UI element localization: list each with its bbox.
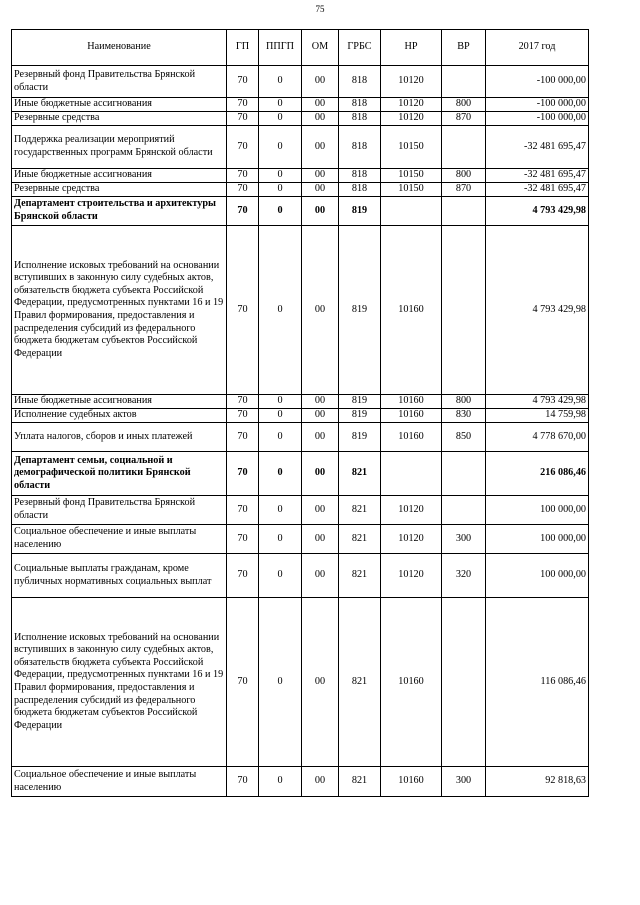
cell-gp: 70 <box>227 423 259 452</box>
cell-amount: -100 000,00 <box>486 112 589 126</box>
cell-name: Социальные выплаты гражданам, кроме публичных нормативных социальных выплат <box>12 554 227 598</box>
cell-name: Резервный фонд Правительства Брянской области <box>12 66 227 98</box>
cell-gp: 70 <box>227 767 259 797</box>
cell-nr: 10120 <box>381 554 442 598</box>
cell-amount: 92 818,63 <box>486 767 589 797</box>
cell-om: 00 <box>302 554 339 598</box>
cell-grbs: 818 <box>339 66 381 98</box>
cell-name: Исполнение судебных актов <box>12 409 227 423</box>
column-header-year: 2017 год <box>486 30 589 66</box>
table-row <box>12 452 589 496</box>
cell-amount: 100 000,00 <box>486 525 589 554</box>
table-row <box>12 226 589 395</box>
cell-ppgp: 0 <box>259 525 302 554</box>
cell-name: Иные бюджетные ассигнования <box>12 169 227 183</box>
cell-ppgp: 0 <box>259 496 302 525</box>
table-row <box>12 423 589 452</box>
cell-om: 00 <box>302 226 339 395</box>
cell-name: Резервные средства <box>12 112 227 126</box>
cell-gp: 70 <box>227 452 259 496</box>
cell-nr: 10160 <box>381 423 442 452</box>
cell-gp: 70 <box>227 66 259 98</box>
table-row <box>12 496 589 525</box>
table-row <box>12 197 589 226</box>
cell-nr: 10150 <box>381 169 442 183</box>
cell-ppgp: 0 <box>259 409 302 423</box>
cell-nr: 10160 <box>381 409 442 423</box>
budget-table <box>11 29 589 797</box>
cell-name: Иные бюджетные ассигнования <box>12 395 227 409</box>
cell-nr: 10120 <box>381 98 442 112</box>
cell-amount: -100 000,00 <box>486 98 589 112</box>
table-row <box>12 66 589 98</box>
page-number: 75 <box>315 4 325 14</box>
cell-vr <box>442 197 486 226</box>
cell-amount: 100 000,00 <box>486 496 589 525</box>
cell-ppgp: 0 <box>259 66 302 98</box>
cell-ppgp: 0 <box>259 423 302 452</box>
cell-vr: 870 <box>442 183 486 197</box>
cell-name: Социальное обеспечение и иные выплаты населению <box>12 767 227 797</box>
cell-vr <box>442 496 486 525</box>
table-row <box>12 169 589 183</box>
cell-ppgp: 0 <box>259 395 302 409</box>
cell-ppgp: 0 <box>259 112 302 126</box>
cell-amount: 4 793 429,98 <box>486 395 589 409</box>
cell-om: 00 <box>302 98 339 112</box>
cell-amount: 4 793 429,98 <box>486 226 589 395</box>
cell-gp: 70 <box>227 197 259 226</box>
cell-vr: 320 <box>442 554 486 598</box>
table-row <box>12 554 589 598</box>
column-header-ppgp: ППГП <box>259 30 302 66</box>
cell-grbs: 821 <box>339 767 381 797</box>
cell-ppgp: 0 <box>259 598 302 767</box>
cell-ppgp: 0 <box>259 197 302 226</box>
cell-name: Уплата налогов, сборов и иных платежей <box>12 423 227 452</box>
cell-grbs: 818 <box>339 126 381 169</box>
cell-om: 00 <box>302 767 339 797</box>
header-row <box>12 30 589 66</box>
table-row <box>12 112 589 126</box>
cell-om: 00 <box>302 197 339 226</box>
cell-grbs: 821 <box>339 554 381 598</box>
cell-nr: 10160 <box>381 226 442 395</box>
cell-amount: 116 086,46 <box>486 598 589 767</box>
cell-vr: 800 <box>442 98 486 112</box>
cell-om: 00 <box>302 395 339 409</box>
cell-om: 00 <box>302 169 339 183</box>
cell-vr <box>442 598 486 767</box>
cell-amount: 4 793 429,98 <box>486 197 589 226</box>
cell-amount: -32 481 695,47 <box>486 183 589 197</box>
cell-nr <box>381 197 442 226</box>
cell-nr: 10120 <box>381 112 442 126</box>
cell-grbs: 821 <box>339 525 381 554</box>
cell-ppgp: 0 <box>259 554 302 598</box>
table-row <box>12 98 589 112</box>
cell-om: 00 <box>302 126 339 169</box>
cell-ppgp: 0 <box>259 226 302 395</box>
cell-nr: 10150 <box>381 126 442 169</box>
cell-name: Исполнение исковых требований на основании вступивших в законную силу судебных актов, обязательств бюджета субъекта Российской Федерации, предусмотренных пунктами 16 и 19 Правил формирования, предоставления и распределения субсидий из федерального бюджета бюджетам субъектов Российской Федерации <box>12 226 227 395</box>
table-row <box>12 767 589 797</box>
cell-om: 00 <box>302 112 339 126</box>
column-header-vr: ВР <box>442 30 486 66</box>
cell-om: 00 <box>302 423 339 452</box>
cell-vr: 300 <box>442 767 486 797</box>
cell-nr: 10160 <box>381 767 442 797</box>
cell-gp: 70 <box>227 409 259 423</box>
cell-name: Социальное обеспечение и иные выплаты населению <box>12 525 227 554</box>
cell-amount: 4 778 670,00 <box>486 423 589 452</box>
table-row <box>12 598 589 767</box>
cell-gp: 70 <box>227 112 259 126</box>
cell-vr: 300 <box>442 525 486 554</box>
cell-name: Резервные средства <box>12 183 227 197</box>
cell-vr: 850 <box>442 423 486 452</box>
cell-vr <box>442 226 486 395</box>
cell-nr: 10150 <box>381 183 442 197</box>
cell-grbs: 819 <box>339 423 381 452</box>
cell-gp: 70 <box>227 169 259 183</box>
cell-grbs: 819 <box>339 226 381 395</box>
column-header-nr: НР <box>381 30 442 66</box>
cell-vr <box>442 66 486 98</box>
cell-vr: 800 <box>442 395 486 409</box>
cell-om: 00 <box>302 409 339 423</box>
cell-ppgp: 0 <box>259 169 302 183</box>
cell-om: 00 <box>302 66 339 98</box>
cell-gp: 70 <box>227 226 259 395</box>
cell-gp: 70 <box>227 183 259 197</box>
cell-name: Иные бюджетные ассигнования <box>12 98 227 112</box>
column-header-om: ОМ <box>302 30 339 66</box>
cell-name: Поддержка реализации мероприятий государственных программ Брянской области <box>12 126 227 169</box>
cell-gp: 70 <box>227 554 259 598</box>
cell-om: 00 <box>302 598 339 767</box>
cell-grbs: 819 <box>339 395 381 409</box>
cell-ppgp: 0 <box>259 98 302 112</box>
cell-grbs: 821 <box>339 598 381 767</box>
cell-amount: -32 481 695,47 <box>486 126 589 169</box>
table-row <box>12 395 589 409</box>
column-header-grbs: ГРБС <box>339 30 381 66</box>
cell-vr: 800 <box>442 169 486 183</box>
cell-amount: 100 000,00 <box>486 554 589 598</box>
table-row <box>12 126 589 169</box>
cell-vr <box>442 126 486 169</box>
cell-grbs: 819 <box>339 197 381 226</box>
cell-nr: 10120 <box>381 66 442 98</box>
cell-om: 00 <box>302 183 339 197</box>
cell-om: 00 <box>302 452 339 496</box>
cell-ppgp: 0 <box>259 183 302 197</box>
cell-gp: 70 <box>227 98 259 112</box>
table-row <box>12 525 589 554</box>
column-header-gp: ГП <box>227 30 259 66</box>
cell-nr: 10120 <box>381 525 442 554</box>
table-body <box>12 66 589 797</box>
cell-grbs: 818 <box>339 98 381 112</box>
column-header-name: Наименование <box>12 30 227 66</box>
cell-gp: 70 <box>227 395 259 409</box>
cell-grbs: 818 <box>339 183 381 197</box>
cell-vr: 830 <box>442 409 486 423</box>
cell-amount: 216 086,46 <box>486 452 589 496</box>
cell-ppgp: 0 <box>259 452 302 496</box>
cell-gp: 70 <box>227 525 259 554</box>
cell-grbs: 819 <box>339 409 381 423</box>
cell-name: Резервный фонд Правительства Брянской области <box>12 496 227 525</box>
cell-gp: 70 <box>227 598 259 767</box>
table-row <box>12 183 589 197</box>
cell-vr <box>442 452 486 496</box>
cell-nr <box>381 452 442 496</box>
cell-gp: 70 <box>227 496 259 525</box>
cell-nr: 10160 <box>381 395 442 409</box>
table-row <box>12 409 589 423</box>
cell-vr: 870 <box>442 112 486 126</box>
cell-grbs: 821 <box>339 496 381 525</box>
cell-name: Исполнение исковых требований на основании вступивших в законную силу судебных актов, обязательств бюджета субъекта Российской Федерации, предусмотренных пунктами 16 и 19 Правил формирования, предоставления и распределения субсидий из федерального бюджета бюджетам субъектов Российской Федерации <box>12 598 227 767</box>
cell-gp: 70 <box>227 126 259 169</box>
cell-nr: 10120 <box>381 496 442 525</box>
cell-name: Департамент строительства и архитектуры Брянской области <box>12 197 227 226</box>
cell-nr: 10160 <box>381 598 442 767</box>
cell-om: 00 <box>302 525 339 554</box>
cell-grbs: 818 <box>339 112 381 126</box>
cell-ppgp: 0 <box>259 767 302 797</box>
cell-amount: -100 000,00 <box>486 66 589 98</box>
cell-grbs: 821 <box>339 452 381 496</box>
cell-name: Департамент семьи, социальной и демографической политики Брянской области <box>12 452 227 496</box>
cell-ppgp: 0 <box>259 126 302 169</box>
cell-amount: -32 481 695,47 <box>486 169 589 183</box>
cell-om: 00 <box>302 496 339 525</box>
cell-amount: 14 759,98 <box>486 409 589 423</box>
cell-grbs: 818 <box>339 169 381 183</box>
